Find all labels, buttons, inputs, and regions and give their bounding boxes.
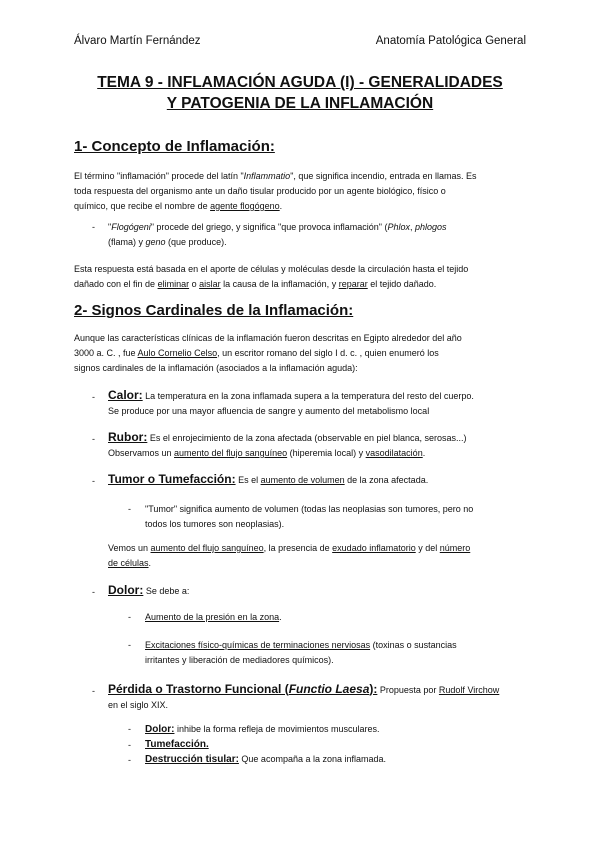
bullet-dash: - — [92, 587, 95, 597]
item-tumor-note: Vemos un aumento del flujo sanguíneo, la presencia de exudado inflamatorio y del número de células. — [108, 543, 471, 568]
item-perdida-sub-2: Tumefacción. — [145, 739, 209, 750]
item-rubor: Rubor: Es el enrojecimiento de la zona afectada (observable en piel blanca, serosas...) Observamos un aumento del flujo sanguíneo (hiperemia local) y vasodilatación. — [108, 430, 467, 458]
section-1-heading: 1- Concepto de Inflamación: — [74, 138, 275, 155]
bullet-dash: - — [128, 740, 131, 750]
bullet-dash: - — [92, 392, 95, 402]
bullet-dash: - — [128, 724, 131, 734]
section-1-paragraph-2: Esta respuesta está basada en el aporte de células y moléculas desde la circulación hasta el tejido dañado con el fin de eliminar o aislar la causa de la inflamación, y reparar el tejido dañado. — [74, 264, 469, 289]
bullet-dash: - — [92, 476, 95, 486]
header-author: Álvaro Martín Fernández — [74, 35, 201, 47]
page-title — [60, 72, 540, 114]
bullet-dash: - — [92, 434, 95, 444]
title-line-1: TEMA 9 - INFLAMACIÓN AGUDA (I) - GENERALIDADES — [97, 74, 503, 91]
item-dolor-sub-1: Aumento de la presión en la zona. — [145, 612, 282, 622]
item-tumor: Tumor o Tumefacción: Es el aumento de volumen de la zona afectada. — [108, 472, 429, 486]
section-2-paragraph: Aunque las características clínicas de la inflamación fueron descritas en Egipto alrededor del año 3000 a. C. , fue Aulo Cornelio Celso, un escritor romano del siglo I d. c. , quien enumeró los signos cardinales de la inflamación (asociados a la inflamación aguda): — [74, 333, 462, 373]
section-2-heading: 2- Signos Cardinales de la Inflamación: — [74, 302, 354, 319]
item-dolor-sub-2: Excitaciones físico-químicas de terminaciones nerviosas (toxinas o sustancias irritantes y liberación de mediadores químicos). — [145, 640, 457, 665]
item-calor: Calor: La temperatura en la zona inflamada supera a la temperatura del resto del cuerpo. Se produce por una mayor afluencia de sangre y aumento del metabolismo local — [108, 388, 474, 416]
header-subject: Anatomía Patológica General — [375, 35, 526, 47]
bullet-dash: - — [92, 222, 95, 232]
item-perdida-sub-1: Dolor: inhibe la forma refleja de movimientos musculares. — [145, 724, 380, 735]
item-dolor: Dolor: Se debe a: — [108, 583, 190, 597]
title-line-2: Y PATOGENIA DE LA INFLAMACIÓN — [166, 95, 434, 112]
bullet-dash: - — [128, 640, 131, 650]
bullet-dash: - — [128, 612, 131, 622]
item-tumor-sub: "Tumor" significa aumento de volumen (todas las neoplasias son tumores, pero no todos los tumores son neoplasias). — [145, 504, 474, 529]
item-perdida: Pérdida o Trastorno Funcional (Functio Laesa): Propuesta por Rudolf Virchow en el siglo XIX. — [108, 682, 500, 710]
bullet-dash: - — [128, 755, 131, 765]
section-1-bullet: "Flogógeni" procede del griego, y significa "que provoca inflamación" (Phlox, phlogos (flama) y geno (que produce). — [108, 222, 447, 247]
item-perdida-sub-3: Destrucción tisular: Que acompaña a la zona inflamada. — [145, 754, 387, 765]
section-1-paragraph-1: El término "inflamación" procede del latín "Inflammatio", que significa incendio, entrada en llamas. Es toda respuesta del organismo ante un daño tisular producido por un agente biológico, físico o químico, que recibe el nombre de agente flogógeno. — [74, 171, 477, 211]
bullet-dash: - — [128, 504, 131, 514]
bullet-dash: - — [92, 686, 95, 696]
